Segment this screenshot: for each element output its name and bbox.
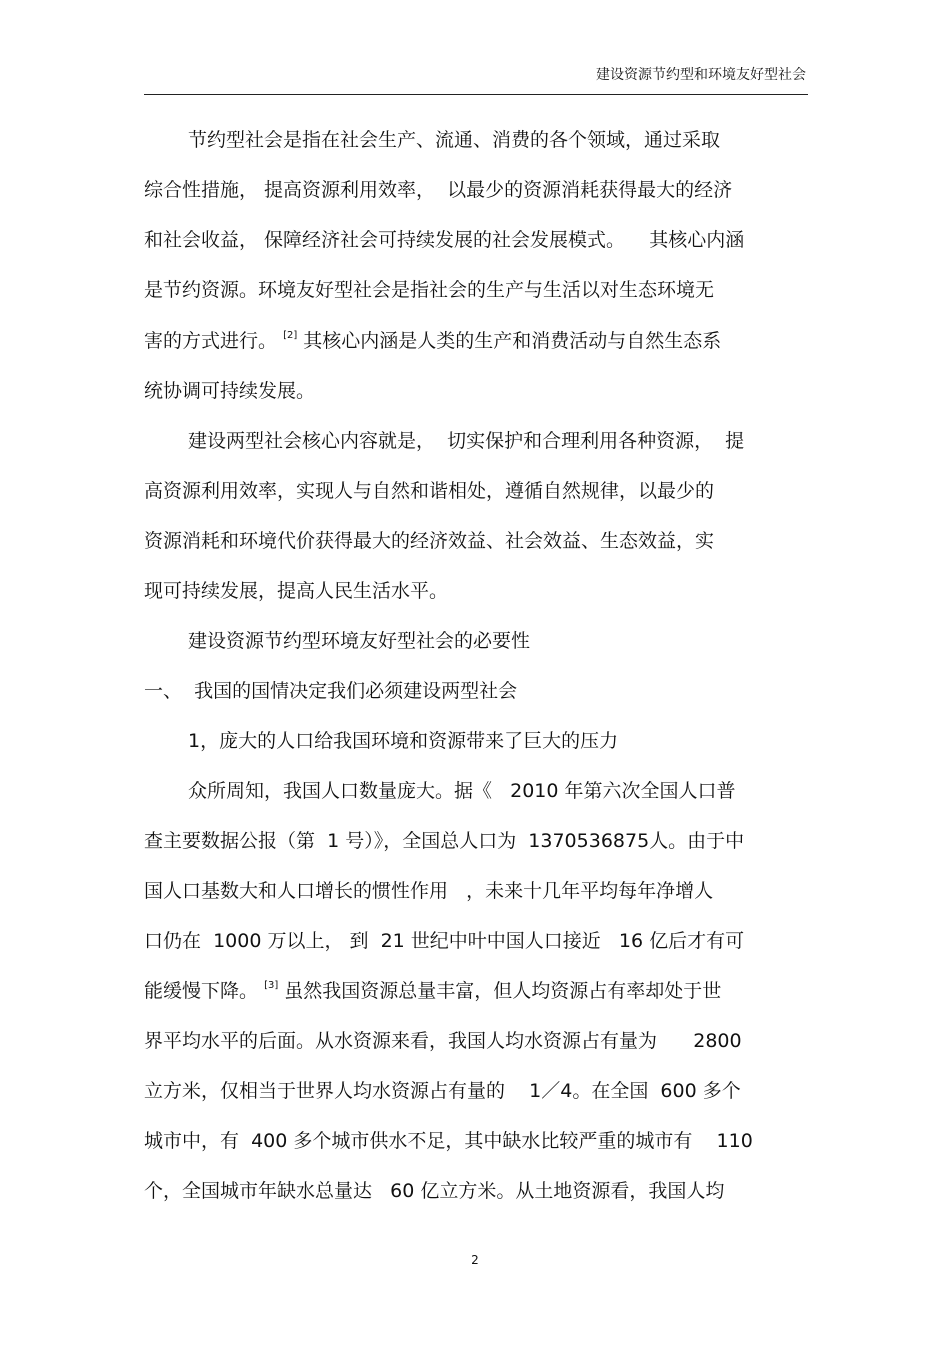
line-text: 口仍在 1000 万以上， 到 21 世纪中叶中国人口接近 16 亿后才有可	[144, 930, 745, 952]
line-text: 资源消耗和环境代价获得最大的经济效益、社会效益、生态效益，实	[144, 530, 715, 552]
text-line	[144, 378, 315, 404]
text-line	[144, 227, 744, 253]
line-text: 能缓慢下降。	[144, 980, 259, 1002]
text-line	[144, 928, 744, 954]
citation-marker: [2]	[283, 330, 298, 341]
line-text-continued: 虽然我国资源总量丰富，但人均资源占有率却处于世	[284, 980, 722, 1002]
line-text: 统协调可持续发展。	[144, 380, 316, 402]
line-text: 一、 我国的国情决定我们必须建设两型社会	[144, 680, 518, 702]
text-line	[144, 528, 714, 554]
text-line	[188, 778, 736, 804]
line-text: 害的方式进行。	[144, 330, 278, 352]
line-text: 和社会收益， 保障经济社会可持续发展的社会发展模式。 其核心内涵	[144, 229, 745, 251]
page-number: 2	[471, 1253, 479, 1267]
text-line	[144, 1128, 753, 1154]
text-line	[144, 578, 448, 604]
line-text: 建设资源节约型环境友好型社会的必要性	[188, 630, 531, 652]
text-line	[144, 1028, 742, 1054]
line-text: 界平均水平的后面。从水资源来看，我国人均水资源占有量为 2800	[144, 1030, 742, 1052]
running-header-title: 建设资源节约型和环境友好型社会	[596, 67, 806, 83]
text-line	[144, 828, 744, 854]
text-line	[144, 1078, 741, 1104]
line-text: 高资源利用效率，实现人与自然和谐相处，遵循自然规律，以最少的	[144, 480, 715, 502]
line-text-continued: 其核心内涵是人类的生产和消费活动与自然生态系	[303, 330, 722, 352]
text-line	[144, 878, 713, 904]
line-text: 建设两型社会核心内容就是， 切实保护和合理利用各种资源， 提	[188, 430, 745, 452]
line-text: 城市中，有 400 多个城市供水不足，其中缺水比较严重的城市有 110	[144, 1130, 753, 1152]
text-line	[144, 277, 714, 303]
text-line	[188, 728, 618, 754]
line-text: 国人口基数大和人口增长的惯性作用 ，未来十几年平均每年净增人	[144, 880, 714, 902]
line-text: 节约型社会是指在社会生产、流通、消费的各个领域，通过采取	[188, 129, 721, 151]
line-text: 查主要数据公报（第 1 号）》，全国总人口为 1370536875人。由于中	[144, 830, 745, 852]
line-text: 个，全国城市年缺水总量达 60 亿立方米。从土地资源看，我国人均	[144, 1180, 725, 1202]
citation-marker: [3]	[264, 980, 279, 991]
header-rule	[144, 94, 808, 95]
text-line	[144, 478, 714, 504]
line-text: 是节约资源。环境友好型社会是指社会的生产与生活以对生态环境无	[144, 279, 715, 301]
text-line	[188, 428, 744, 454]
text-line	[188, 127, 720, 153]
line-text: 1，庞大的人口给我国环境和资源带来了巨大的压力	[188, 730, 619, 752]
text-line	[144, 328, 721, 354]
line-text: 现可持续发展，提高人民生活水平。	[144, 580, 449, 602]
line-text: 众所周知，我国人口数量庞大。据《 2010 年第六次全国人口普	[188, 780, 736, 802]
text-line	[144, 1178, 724, 1204]
text-line	[144, 177, 732, 203]
line-text: 综合性措施， 提高资源利用效率， 以最少的资源消耗获得最大的经济	[144, 179, 733, 201]
text-line	[188, 628, 530, 654]
text-line	[144, 678, 517, 704]
text-line	[144, 978, 721, 1004]
line-text: 立方米，仅相当于世界人均水资源占有量的 1／4。在全国 600 多个	[144, 1080, 741, 1102]
